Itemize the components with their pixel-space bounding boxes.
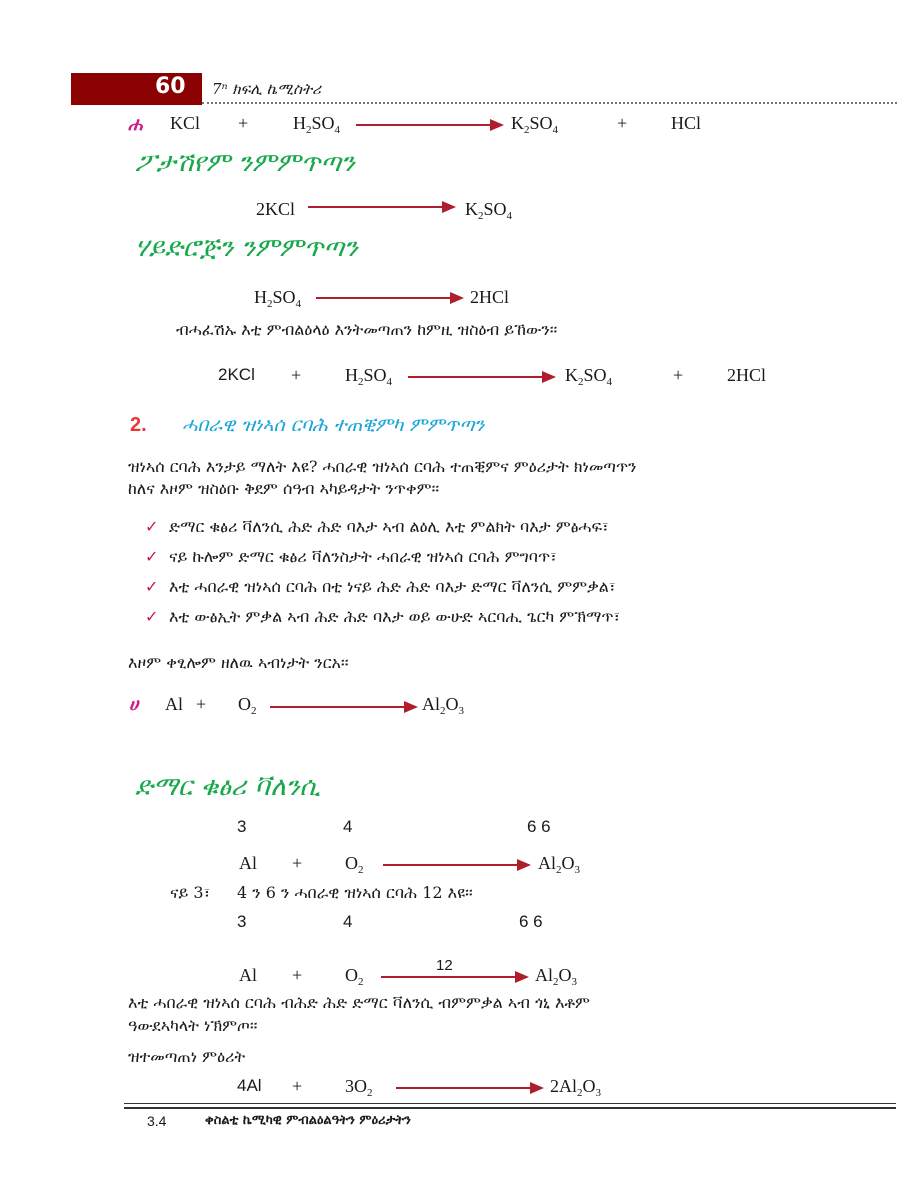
footer-section-title: ቀስልቲ ኬሚካዊ ምብልዕልዓትን ምዕሪታትን xyxy=(205,1113,411,1128)
check-icon: ✓ xyxy=(145,577,159,596)
final-r2: $3O_2$ xyxy=(345,1076,373,1099)
eq-ha2-r1: Al xyxy=(165,694,183,714)
eq1-plus2: + xyxy=(673,365,684,385)
combine-text: ብሓፈሽኡ እቲ ምብልዕላዕ እንትመጣጠን ከምዚ ዝስዕብ ይኸውን፡፡ xyxy=(176,320,558,339)
divide-para-line-1: እቲ ሓበራዊ ዝነኣሰ ርባሕ ብሕድ ሕድ ድማር ቫለንሲ ብምምቃል ኣብ ጎኒ እቶም xyxy=(128,993,590,1012)
steps-list xyxy=(145,516,789,636)
list-item: ✓ ናይ ኩሎም ድማር ቁፅሪ ቫለንስታት ሓበራዊ ዝነኣሰ ርባሕ ምግባጥ፣ xyxy=(145,547,557,566)
eq-ha2-p1: $Al_2O_3$ xyxy=(422,694,464,717)
eq1-p2: 2HCl xyxy=(727,365,767,385)
list-item: ✓ እቲ ውፅኢት ምቃል ኣብ ሕድ ሕድ ባእታ ወይ ውሁድ ኣርባሒ ጌርካ ምኽማጥ፣ xyxy=(145,607,621,626)
potassium-lhs: 2KCl xyxy=(256,199,296,219)
final-r1: 4Al xyxy=(237,1076,262,1095)
lcm-text-a: ናይ 3፣ xyxy=(170,883,211,902)
eq-ha-letter: ሐ xyxy=(128,114,143,135)
book-title: 7ⁿ ክፍሊ ኬሚስትሪ xyxy=(212,80,321,98)
reaction-arrow xyxy=(308,206,454,208)
final-plus: + xyxy=(292,1076,303,1096)
reaction-arrow xyxy=(383,864,529,866)
eq1-p1: $K_2SO_4$ xyxy=(565,365,613,388)
section-para-line-1: ዝነኣሰ ርባሕ እንታይ ማለት እዩ? ሓበራዊ ዝነኣሰ ርባሕ ተጠቒምና ምዕሪታት ክነመጣጥን xyxy=(128,457,637,476)
footer-divider xyxy=(124,1107,896,1109)
valence-al-2: 3 xyxy=(237,912,247,931)
hydrogen-rhs: 2HCl xyxy=(470,287,510,307)
page-number: 60 xyxy=(155,74,186,99)
potassium-title: ፖታሽየም ንምምጥጣን xyxy=(135,148,355,178)
lcm-text-b: 4 ን 6 ን ሓበራዊ ዝነኣሰ ርባሕ 12 እዩ፡፡ xyxy=(237,883,473,902)
divide-para-line-2: ዓውደኣካላት ነኽምጦ፡፡ xyxy=(128,1016,258,1035)
valence-o-1: 4 xyxy=(343,817,353,836)
reaction-arrow xyxy=(381,976,527,978)
eq-ha2-plus1: + xyxy=(196,694,207,714)
eq1-r1: 2KCl xyxy=(218,365,255,384)
eq-ha2-r2: $O_2$ xyxy=(238,694,257,717)
check-icon: ✓ xyxy=(145,607,159,626)
valence-eq1-p1: $Al_2O_3$ xyxy=(538,853,580,876)
balanced-label: ዝተመጣጠነ ምዕሪት xyxy=(128,1047,246,1066)
eq-ha-r2: $H_2SO_4$ xyxy=(293,113,341,136)
eq1-r2: $H_2SO_4$ xyxy=(345,365,393,388)
list-item: ✓ ድማር ቁፅሪ ቫለንሲ ሕድ ሕድ ባእታ ኣብ ልዕሊ እቲ ምልክት ባእታ ምፅሓፍ፣ xyxy=(145,517,609,536)
eq-ha-r1: KCl xyxy=(170,113,201,133)
hydrogen-title: ሃይድሮጅን ንምምጥጣን xyxy=(135,233,358,263)
valence-eq2-r1: Al xyxy=(239,965,257,985)
list-item: ✓ እቲ ሓበራዊ ዝነኣሰ ርባሕ በቲ ነናይ ሕድ ሕድ ባእታ ድማር ቫለንሲ ምምቃል፣ xyxy=(145,577,616,596)
steps-after-text: እዞም ቀፂሎም ዘለዉ ኣብነታት ንርአ፡፡ xyxy=(128,653,349,672)
section-number: 2. xyxy=(130,414,147,436)
valence-prod-2: 6 6 xyxy=(519,912,543,931)
hydrogen-lhs: $H_2SO_4$ xyxy=(254,287,302,310)
valence-eq2-p1: $Al_2O_3$ xyxy=(535,965,577,988)
eq-ha-p2: HCl xyxy=(671,113,702,133)
final-p1: $2Al_2O_3$ xyxy=(550,1076,601,1099)
eq-ha-p1: $K_2SO_4$ xyxy=(511,113,559,136)
footer-divider xyxy=(124,1103,896,1104)
valence-prod-1: 6 6 xyxy=(527,817,551,836)
potassium-rhs: $K_2SO_4$ xyxy=(465,199,513,222)
valence-eq1-plus: + xyxy=(292,853,303,873)
reaction-arrow xyxy=(356,124,502,126)
footer-section-number: 3.4 xyxy=(147,1113,167,1129)
section-para-line-2: ከለና እዞም ዝስዕቡ ቅደም ሰዓብ ኣካይዳታት ንጥቀም፡፡ xyxy=(128,479,440,498)
valence-eq1-r1: Al xyxy=(239,853,257,873)
reaction-arrow xyxy=(408,376,554,378)
reaction-arrow xyxy=(396,1087,542,1089)
eq-ha2-letter: ሀ xyxy=(129,694,139,715)
valence-o-2: 4 xyxy=(343,912,353,931)
valence-al-1: 3 xyxy=(237,817,247,836)
reaction-arrow xyxy=(316,297,462,299)
eq-ha-plus2: + xyxy=(617,113,628,133)
arrow-label: 12 xyxy=(436,957,453,974)
check-icon: ✓ xyxy=(145,517,159,536)
valence-eq2-plus: + xyxy=(292,965,303,985)
reaction-arrow xyxy=(270,706,416,708)
eq-ha-plus1: + xyxy=(238,113,249,133)
valence-eq2-r2: $O_2$ xyxy=(345,965,364,988)
check-icon: ✓ xyxy=(145,547,159,566)
header-divider xyxy=(202,102,897,104)
valence-title: ድማር ቁፅሪ ቫለንሲ xyxy=(135,772,321,802)
valence-eq1-r2: $O_2$ xyxy=(345,853,364,876)
eq1-plus1: + xyxy=(291,365,302,385)
section-title: ሓበራዊ ዝነኣሰ ርባሕ ተጠቒምካ ምምጥጣን xyxy=(182,414,485,436)
